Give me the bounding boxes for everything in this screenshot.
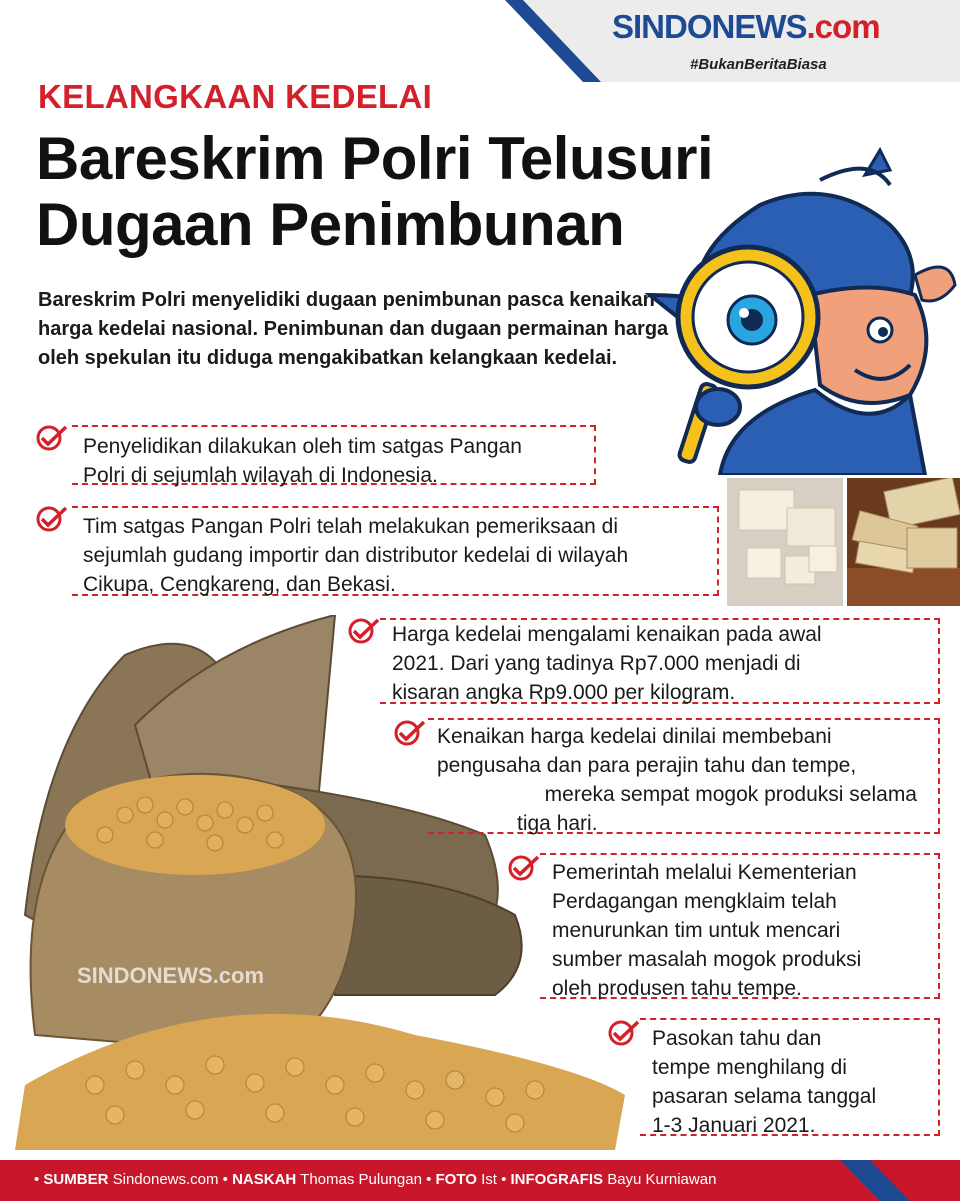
watermark: SINDONEWS.com — [77, 963, 265, 988]
check-badge-icon — [507, 853, 541, 883]
point-text: Harga kedelai mengalami kenaikan pada awal 2021. Dari yang tadinya Rp7.000 menjadi di kisaran angka Rp9.000 per kilogram. — [392, 623, 822, 704]
kicker: KELANGKAAN KEDELAI — [38, 78, 433, 115]
check-badge-icon — [347, 616, 381, 646]
point-text: Pemerintah melalui Kementerian Perdagangan mengklaim telah menurunkan tim untuk mencari sumber masalah mogok produksi oleh produsen tahu tempe. — [552, 861, 862, 1000]
check-badge-icon — [607, 1018, 641, 1048]
tofu-photo — [727, 478, 843, 606]
page-title: Bareskrim Polri Telusuri Dugaan Penimbunan — [36, 125, 714, 258]
check-badge-icon — [35, 504, 69, 534]
tempeh-photo — [847, 478, 960, 606]
point-text: Kenaikan harga kedelai dinilai membebani pengusaha dan para perajin tahu dan tempe, mereka sempat mogok produksi selama tiga hari. — [437, 725, 917, 835]
footer — [0, 1160, 960, 1201]
point-text: Tim satgas Pangan Polri telah melakukan pemeriksaan di sejumlah gudang importir dan distributor kedelai di wilayah Cikupa, Cengkareng, dan Bekasi. — [83, 515, 629, 596]
point-text: Penyelidikan dilakukan oleh tim satgas Pangan Polri di sejumlah wilayah di Indonesia. — [83, 435, 522, 487]
brand-tagline: #BukanBeritaBiasa — [690, 56, 827, 73]
footer-credits: • SUMBER Sindonews.com • NASKAH Thomas Pulungan • FOTO Ist • INFOGRAFIS Bayu Kurniawan — [34, 1171, 717, 1188]
footer-corner — [820, 1160, 960, 1201]
check-badge-icon — [35, 423, 69, 453]
lead-paragraph: Bareskrim Polri menyelidiki dugaan penimbunan pasca kenaikan harga kedelai nasional. Penimbunan dan dugaan permainan harga oleh spekulan itu diduga mengakibatkan kelangkaan kedelai. — [38, 289, 669, 369]
point-text: Pasokan tahu dan tempe menghilang di pasaran selama tanggal 1-3 Januari 2021. — [652, 1027, 877, 1137]
brand-logo[interactable]: SINDONEWS.com — [612, 8, 880, 45]
detective-mascot-illustration — [640, 145, 958, 475]
check-badge-icon — [393, 718, 427, 748]
